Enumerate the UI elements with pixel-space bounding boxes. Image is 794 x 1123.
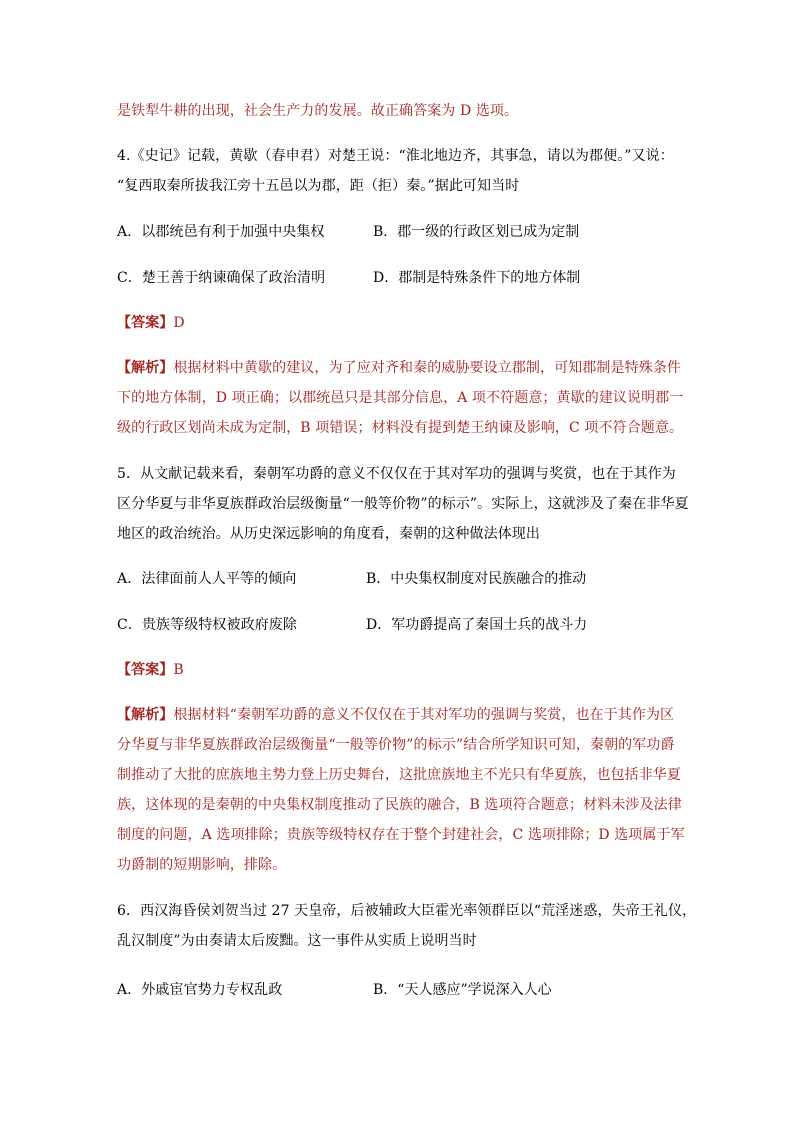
q4-stem-line2: “复西取秦所拔我江旁十五邑以为郡，距（拒）秦。”据此可知当时: [117, 178, 520, 194]
q4-analysis-text1: 根据材料中黄歇的建议，为了应对齐和秦的威胁要设立郡制，可知郡制是特殊条件: [173, 360, 682, 376]
q5-option-a: A．法律面前人人平等的倾向: [117, 571, 297, 587]
q4-answer-label: 【答案】: [117, 315, 174, 331]
q4-option-a: A．以郡统邑有利于加强中央集权: [117, 224, 325, 240]
q5-analysis-line5: 制度的问题，A 选项排除；贵族等级特权存在于整个封建社会，C 选项排除；D 选项属于军: [117, 827, 685, 843]
q4-answer: [117, 313, 185, 333]
prev-analysis-tail: 是铁犁牛耕的出现，社会生产力的发展。故正确答案为 D 选项。: [117, 103, 519, 119]
q5-option-d: D．军功爵提高了秦国士兵的战斗力: [366, 617, 588, 633]
q6-stem-line1: 6．西汉海昏侯刘贺当过 27 天皇帝，后被辅政大臣霍光率领群臣以“荒淫迷惑，失帝王礼仪，: [117, 903, 697, 919]
q4-option-b: B．郡一级的行政区划已成为定制: [373, 224, 580, 240]
q6-option-a: A．外戚宦官势力专权乱政: [117, 982, 283, 998]
q5-answer: [117, 660, 184, 680]
q5-analysis-label: 【解析】: [117, 707, 174, 723]
q4-option-d: D．郡制是特殊条件下的地方体制: [373, 270, 581, 286]
q6-option-b: B．“天人感应”学说深入人心: [373, 982, 552, 998]
q4-stem-line1: 4.《史记》记载，黄歇（春申君）对楚王说：“淮北地边齐，其事急，请以为郡便。”又说：: [117, 148, 674, 164]
q5-stem-line1: 5．从文献记载来看，秦朝军功爵的意义不仅仅在于其对军功的强调与奖赏，也在于其作为: [117, 466, 676, 482]
q4-analysis-label: 【解析】: [117, 360, 174, 376]
q5-option-c: C．贵族等级特权被政府废除: [117, 617, 298, 633]
q4-answer-value: D: [173, 315, 185, 331]
q6-stem-line2: 乱汉制度”为由奏请太后废黜。这一事件从实质上说明当时: [117, 933, 477, 949]
q5-analysis-line6: 功爵制的短期影响，排除。: [117, 857, 287, 873]
q4-analysis-line2: 下的地方体制，D 项正确；以郡统邑只是其部分信息，A 项不符题意；黄歇的建议说明郡一: [117, 390, 684, 406]
q4-analysis-line3: 级的行政区划尚未成为定制，B 项错误；材料没有提到楚王纳谏及影响，C 项不符合题意。: [117, 420, 684, 436]
q5-analysis-line3: 制推动了大批的庶族地主势力登上历史舞台，这批庶族地主不光只有华夏族，也包括非华夏: [117, 767, 681, 783]
q4-option-c: C．楚王善于纳谏确保了政治清明: [117, 270, 326, 286]
q5-analysis-line2: 分华夏与非华夏族群政治层级衡量“一般等价物”的标示”结合所学知识可知，秦朝的军功爵: [117, 737, 675, 753]
q5-answer-label: 【答案】: [117, 662, 174, 678]
q5-answer-value: B: [173, 662, 184, 678]
q4-analysis-line1: [117, 358, 681, 378]
q5-stem-line3: 地区的政治统治。从历史深远影响的角度看，秦朝的这种做法体现出: [117, 526, 540, 542]
q5-analysis-line4: 族，这体现的是秦朝的中央集权制度推动了民族的融合，B 选项符合题意；材料未涉及法律: [117, 797, 682, 813]
q5-option-b: B．中央集权制度对民族融合的推动: [366, 571, 587, 587]
q5-stem-line2: 区分华夏与非华夏族群政治层级衡量“一般等价物”的标示”。实际上，这就涉及了秦在非华夏: [117, 496, 689, 512]
q5-analysis-line1: [117, 705, 674, 725]
q5-analysis-text1: 根据材料“秦朝军功爵的意义不仅仅在于其对军功的强调与奖赏，也在于其作为区: [173, 707, 675, 723]
